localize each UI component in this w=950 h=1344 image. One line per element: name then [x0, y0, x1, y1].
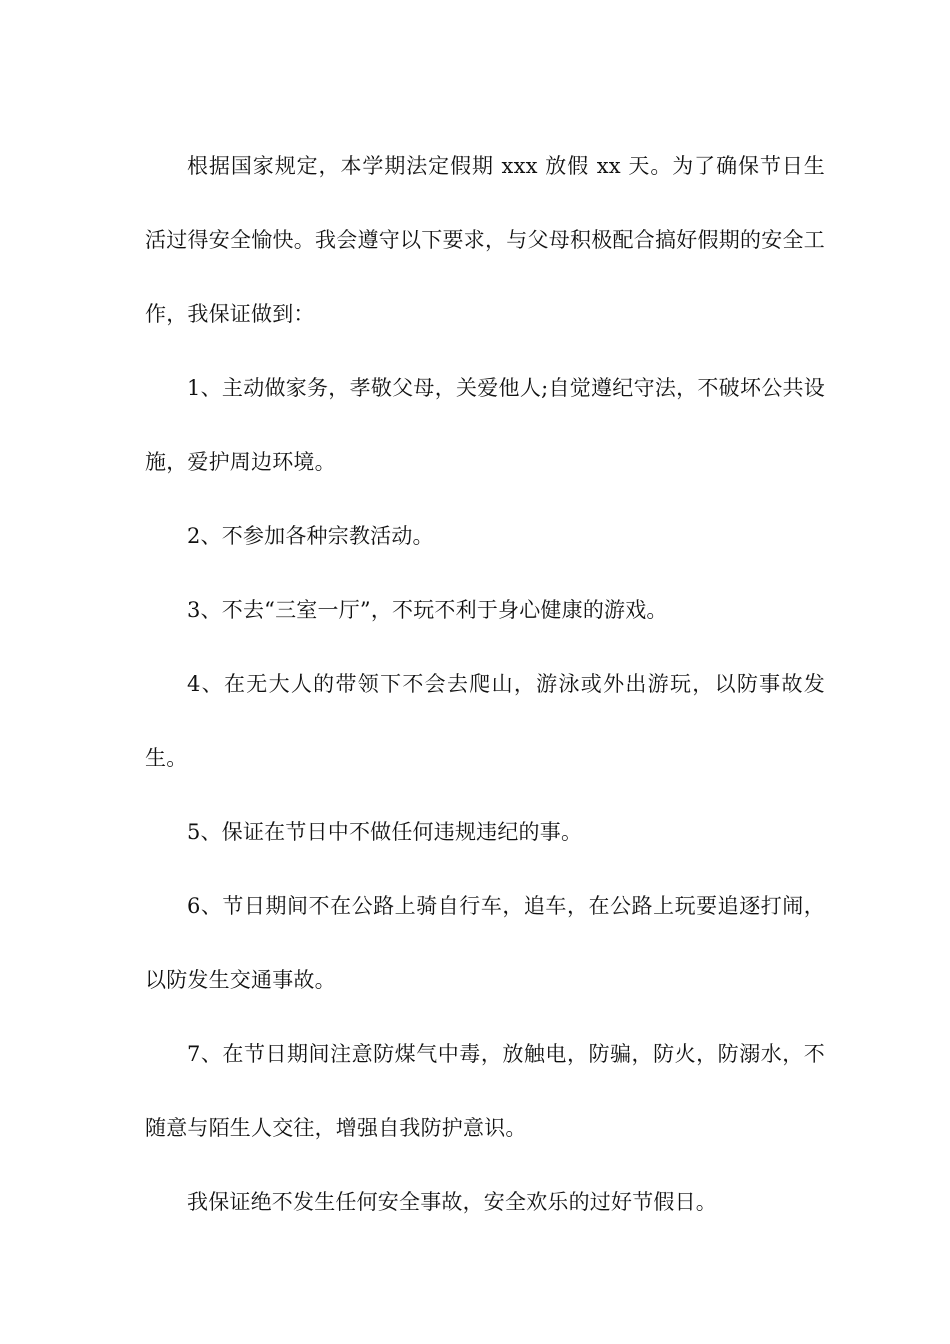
pledge-item-2: 2、不参加各种宗教活动。: [187, 524, 434, 548]
document-body: [145, 129, 825, 1239]
intro-paragraph: 根据国家规定，本学期法定假期 xxx 放假 xx 天。为了确保节日生活过得安全愉快。我会遵守以下要求，与父母积极配合搞好假期的安全工作，我保证做到：: [145, 154, 825, 326]
closing-paragraph: 我保证绝不发生任何安全事故，安全欢乐的过好节假日。: [187, 1190, 717, 1214]
pledge-item-5: 5、保证在节日中不做任何违规违纪的事。: [187, 820, 583, 844]
pledge-item-1: 1、主动做家务，孝敬父母，关爱他人;自觉遵纪守法，不破坏公共设施，爱护周边环境。: [145, 376, 825, 474]
pledge-item-3: 3、不去“三室一厅”，不玩不利于身心健康的游戏。: [187, 598, 668, 622]
pledge-item-4: 4、在无大人的带领下不会去爬山，游泳或外出游玩，以防事故发生。: [145, 672, 825, 770]
pledge-item-6: 6、节日期间不在公路上骑自行车，追车，在公路上玩要追逐打闹，以防发生交通事故。: [145, 894, 825, 992]
pledge-item-7: 7、在节日期间注意防煤气中毒，放触电，防骗，防火，防溺水，不随意与陌生人交往，增强自我防护意识。: [145, 1042, 825, 1140]
